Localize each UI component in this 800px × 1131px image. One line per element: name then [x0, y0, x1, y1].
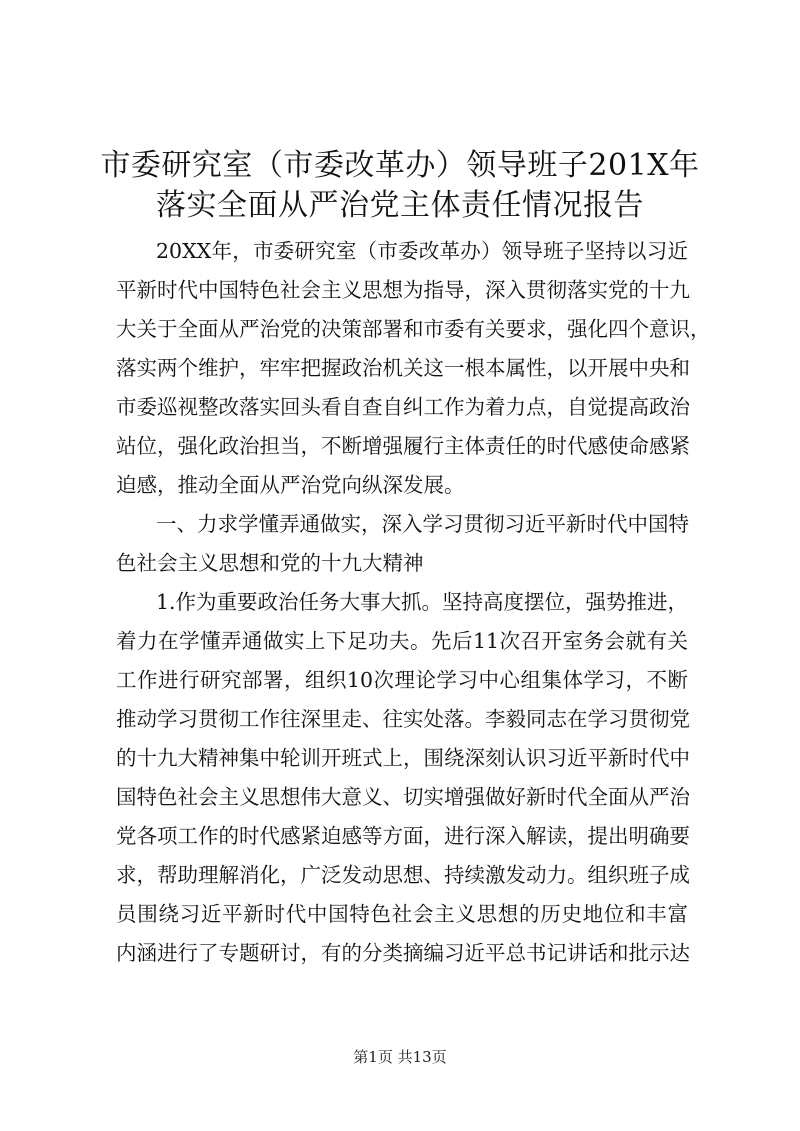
paragraph-1-line-3: 大关于全面从严治党的决策部署和市委有关要求，强化四个意识，	[116, 317, 711, 341]
section-heading-line-2: 色社会主义思想和党的十九大精神	[116, 551, 424, 575]
paragraph-2-line-4: 推动学习贯彻工作往深里走、往实处落。李毅同志在学习贯彻党	[116, 707, 690, 731]
section-heading-line-1: 一、力求学懂弄通做实，深入学习贯彻习近平新时代中国特	[156, 512, 689, 536]
document-title-line-1: 市委研究室（市委改革办）领导班子201X年	[100, 148, 700, 183]
paragraph-1-line-4: 落实两个维护，牢牢把握政治机关这一根本属性，以开展中央和	[116, 356, 690, 380]
paragraph-2-line-5: 的十九大精神集中轮训开班式上，围绕深刻认识习近平新时代中	[116, 746, 690, 770]
paragraph-1-line-1: 20XX年，市委研究室（市委改革办）领导班子坚持以习近	[156, 239, 688, 263]
paragraph-1-line-2: 平新时代中国特色社会主义思想为指导，深入贯彻落实党的十九	[116, 278, 690, 302]
paragraph-2-line-1: 1.作为重要政治任务大事大抓。坚持高度摆位，强势推进，	[156, 590, 689, 614]
paragraph-2-line-8: 求，帮助理解消化，广泛发动思想、持续激发动力。组织班子成	[116, 863, 690, 887]
paragraph-2-line-2: 着力在学懂弄通做实上下足功夫。先后11次召开室务会就有关	[116, 629, 688, 653]
paragraph-1-line-6: 站位，强化政治担当，不断增强履行主体责任的时代感使命感紧	[116, 434, 690, 458]
paragraph-1-line-7: 迫感，推动全面从严治党向纵深发展。	[116, 473, 465, 497]
paragraph-2-line-3: 工作进行研究部署，组织10次理论学习中心组集体学习，不断	[116, 668, 688, 692]
paragraph-2-line-7: 党各项工作的时代感紧迫感等方面，进行深入解读，提出明确要	[116, 824, 690, 848]
paragraph-1-line-5: 市委巡视整改落实回头看自查自纠工作为着力点，自觉提高政治	[116, 395, 690, 419]
paragraph-2-line-6: 国特色社会主义思想伟大意义、切实增强做好新时代全面从严治	[116, 785, 690, 809]
document-title-line-2: 落实全面从严治党主体责任情况报告	[156, 188, 644, 223]
paragraph-2-line-10: 内涵进行了专题研讨，有的分类摘编习近平总书记讲话和批示达	[116, 941, 690, 965]
page-footer: 第1页 共13页	[353, 1048, 447, 1066]
paragraph-2-line-9: 员围绕习近平新时代中国特色社会主义思想的历史地位和丰富	[116, 902, 688, 926]
